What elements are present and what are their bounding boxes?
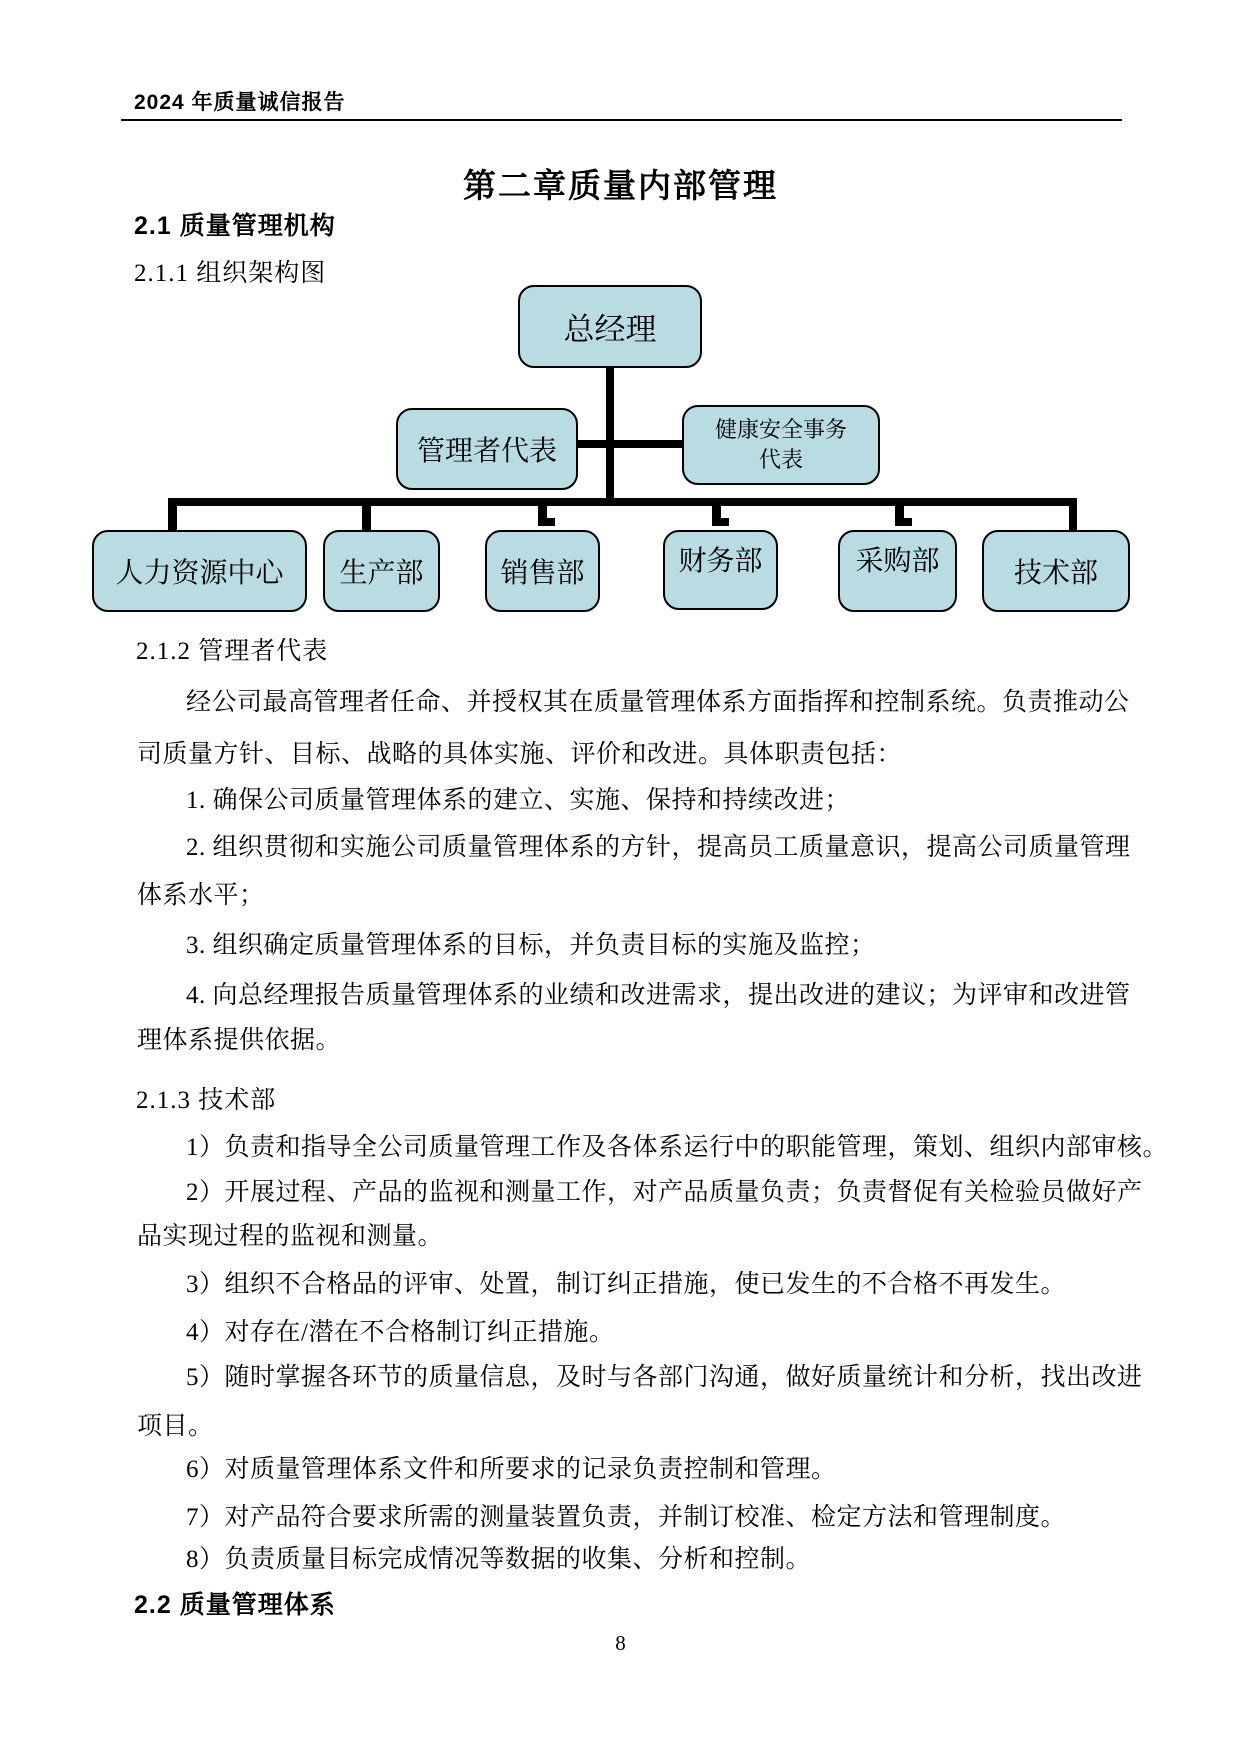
org-box-general-manager-label: 总经理 (563, 312, 657, 347)
body-line: 2. 组织贯彻和实施公司质量管理体系的方针，提高员工质量意识，提高公司质量管理 (186, 834, 1131, 861)
page-number: 8 (615, 1631, 626, 1655)
org-box-health-safety-rep-label (715, 415, 847, 474)
org-box-finance-label: 财务部 (678, 545, 763, 576)
body-line: 8）负责质量目标完成情况等数据的收集、分析和控制。 (186, 1546, 812, 1573)
connector-trunk-vertical (606, 366, 614, 506)
body-line: 2）开展过程、产品的监视和测量工作，对产品质量负责；负责督促有关检验员做好产 (186, 1179, 1143, 1206)
header-rule (121, 119, 1122, 121)
section-2-2-heading: 2.2 质量管理体系 (134, 1591, 336, 1619)
org-box-hr-center-label: 人力资源中心 (115, 557, 284, 588)
org-chart (0, 280, 1241, 625)
org-box-technology-label: 技术部 (1013, 557, 1098, 588)
org-box-purchasing (838, 530, 957, 612)
body-line: 1. 确保公司质量管理体系的建立、实施、保持和持续改进； (186, 787, 851, 814)
connector-drop-purchasing-foot (895, 518, 912, 526)
page-header-title: 2024 年质量诚信报告 (134, 91, 346, 114)
org-box-production (323, 530, 440, 612)
body-line: 理体系提供依据。 (137, 1027, 342, 1054)
org-box-health-safety-line2: 代表 (758, 447, 803, 472)
org-box-health-safety-rep (682, 405, 880, 485)
org-box-technology (982, 530, 1130, 612)
org-box-finance (663, 530, 778, 610)
org-box-production-label: 生产部 (339, 557, 424, 588)
connector-drop-sales-foot (538, 518, 555, 526)
body-line: 司质量方针、目标、战略的具体实施、评价和改进。具体职责包括： (137, 741, 903, 768)
body-line: 3. 组织确定质量管理体系的目标，并负责目标的实施及监控； (186, 932, 876, 959)
org-box-hr-center (92, 530, 307, 612)
connector-main-horizontal (168, 498, 1077, 506)
org-box-management-rep-label: 管理者代表 (416, 435, 557, 466)
section-2-1-2-heading: 2.1.2 管理者代表 (136, 638, 329, 665)
body-line: 7）对产品符合要求所需的测量装置负责，并制订校准、检定方法和管理制度。 (186, 1504, 1067, 1531)
body-line: 项目。 (137, 1413, 214, 1440)
body-line: 1）负责和指导全公司质量管理工作及各体系运行中的职能管理，策划、组织内部审核。 (186, 1134, 1169, 1161)
body-line: 体系水平； (137, 882, 265, 909)
chapter-title: 第二章质量内部管理 (463, 167, 778, 204)
body-line: 经公司最高管理者任命、并授权其在质量管理体系方面指挥和控制系统。负责推动公 (186, 689, 1130, 716)
connector-reps-horizontal (576, 440, 684, 448)
connector-drop-finance-foot (712, 518, 729, 526)
org-box-sales (485, 530, 600, 612)
body-line: 3）组织不合格品的评审、处置，制订纠正措施，使已发生的不合格不再发生。 (186, 1271, 1067, 1298)
body-line: 4. 向总经理报告质量管理体系的业绩和改进需求，提出改进的建议；为评审和改进管 (186, 982, 1131, 1009)
org-box-management-rep (396, 408, 578, 490)
section-2-1-1-heading: 2.1.1 组织架构图 (134, 260, 327, 287)
connector-drop-technology (1069, 506, 1077, 530)
body-line: 5）随时掌握各环节的质量信息，及时与各部门沟通，做好质量统计和分析，找出改进 (186, 1364, 1143, 1391)
org-box-sales-label: 销售部 (500, 557, 585, 588)
connector-drop-production (362, 506, 371, 530)
body-line: 4）对存在/潜在不合格制订纠正措施。 (186, 1319, 615, 1346)
org-box-general-manager (518, 285, 702, 368)
section-2-1-3-heading: 2.1.3 技术部 (136, 1087, 277, 1114)
org-box-health-safety-line1: 健康安全事务 (714, 417, 847, 443)
connector-drop-hr (168, 506, 177, 530)
section-2-1-heading: 2.1 质量管理机构 (134, 212, 336, 240)
org-box-purchasing-label: 采购部 (855, 545, 940, 576)
body-line: 品实现过程的监视和测量。 (137, 1223, 444, 1250)
body-line: 6）对质量管理体系文件和所要求的记录负责控制和管理。 (186, 1456, 837, 1483)
